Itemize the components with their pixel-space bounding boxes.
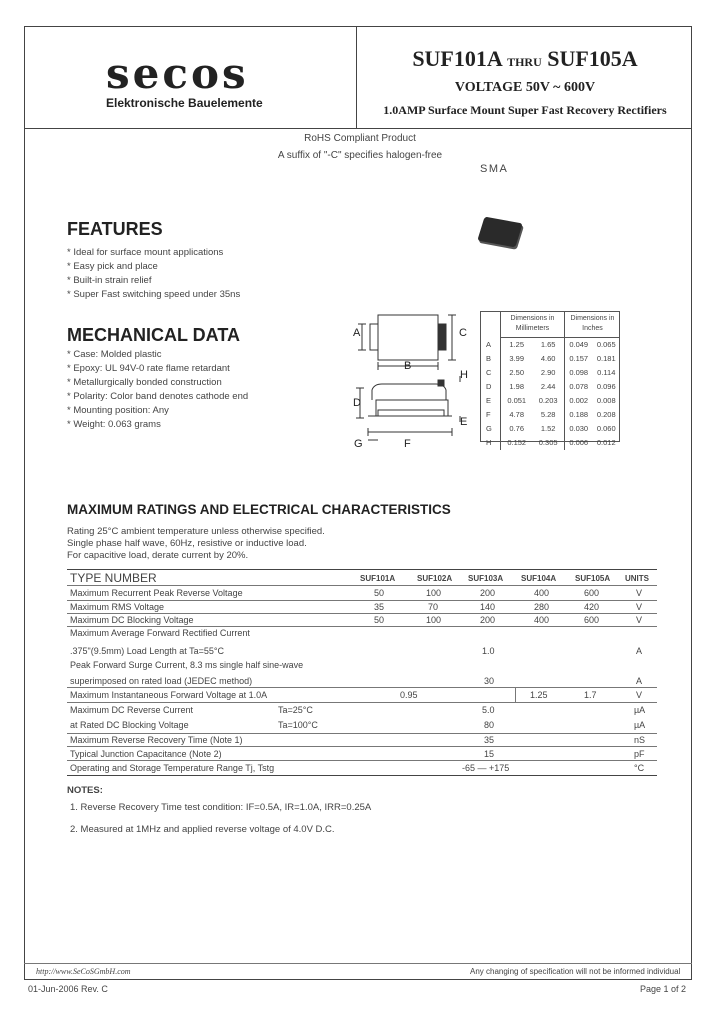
dim-cell: 4.78 <box>501 408 533 422</box>
row-param: at Rated DC Blocking Voltage <box>70 720 189 730</box>
dim-cell: F <box>486 410 491 419</box>
row-param: Typical Junction Capacitance (Note 2) <box>70 749 222 759</box>
row-value: -65 — +175 <box>462 763 510 773</box>
dim-cell: B <box>486 354 492 363</box>
table-rule <box>67 775 657 776</box>
row-value: 280 <box>534 602 550 612</box>
row-value: 100 <box>426 615 442 625</box>
row-unit: A <box>636 646 643 656</box>
dim-cell: 0.051 <box>501 394 533 408</box>
dim-cell: 0.114 <box>597 368 616 377</box>
dim-label-d: D <box>353 397 361 409</box>
row-value: 200 <box>480 588 496 598</box>
dim-cell: A <box>486 339 492 349</box>
col-suf101a: SUF101A <box>360 574 396 583</box>
row-value: 1.0 <box>482 646 495 656</box>
footer-url[interactable]: http://www.SeCoSGmbH.com <box>36 967 131 976</box>
table-rule <box>67 613 657 614</box>
dim-cell: 2.90 <box>540 368 556 377</box>
row-value: 400 <box>534 588 550 598</box>
row-unit: °C <box>634 763 645 773</box>
list-item: * Built-in strain relief <box>67 275 152 286</box>
table-rule <box>67 746 657 747</box>
table-row <box>480 394 620 408</box>
list-item: * Easy pick and place <box>67 261 158 272</box>
table-rule <box>67 600 657 601</box>
note-1: 1. Reverse Recovery Time test condition: IF=0.5A, IR=1.0A, IRR=0.25A <box>70 802 372 813</box>
features-list <box>67 246 240 302</box>
dim-cell: 1.98 <box>501 380 533 394</box>
dim-cell: 0.065 <box>596 340 616 349</box>
brand-subtitle: Elektronische Bauelemente <box>106 96 263 110</box>
list-item: * Epoxy: UL 94V-0 rate flame retardant <box>67 363 230 374</box>
halogen-line: A suffix of "-C" specifies halogen-free <box>277 150 443 161</box>
dim-cell: 0.049 <box>564 337 592 352</box>
row-value: 600 <box>584 588 600 598</box>
intro-line: For capacitive load, derate current by 20%. <box>67 550 249 561</box>
dim-cell: 0.012 <box>596 438 616 447</box>
row-value: 35 <box>484 735 495 745</box>
rohs-line: RoHS Compliant Product <box>304 133 416 144</box>
dimensions-table <box>480 311 620 450</box>
row-value: 35 <box>374 602 385 612</box>
row-param: Maximum Average Forward Rectified Current <box>70 628 250 638</box>
table-row <box>480 422 620 436</box>
row-value: 600 <box>584 615 600 625</box>
row-value: 1.7 <box>584 690 597 700</box>
table-rule <box>67 702 657 703</box>
dim-cell: 0.152 <box>501 436 533 450</box>
voltage-range: VOLTAGE 50V ~ 600V <box>454 80 596 95</box>
footer-page: Page 1 of 2 <box>640 984 687 994</box>
mechanical-list <box>67 348 248 432</box>
list-item: * Super Fast switching speed under 35ns <box>67 289 241 300</box>
row-value: 0.95 <box>400 690 418 700</box>
ratings-heading: MAXIMUM RATINGS AND ELECTRICAL CHARACTERISTICS <box>67 502 451 517</box>
header-divider <box>356 26 357 129</box>
row-value: 80 <box>484 720 495 730</box>
row-param: Maximum Reverse Recovery Time (Note 1) <box>70 735 243 745</box>
col-suf103a: SUF103A <box>468 574 504 583</box>
dim-cell: E <box>486 396 492 405</box>
list-item: * Weight: 0.063 grams <box>67 419 161 430</box>
row-value: 400 <box>534 615 550 625</box>
dim-cell: 0.006 <box>564 436 592 450</box>
row-unit: A <box>636 676 643 686</box>
footer-date: 01-Jun-2006 Rev. C <box>28 984 108 994</box>
note-2: 2. Measured at 1MHz and applied reverse voltage of 4.0V D.C. <box>70 824 335 835</box>
col-suf105a: SUF105A <box>575 574 611 583</box>
notes-heading: NOTES: <box>67 785 103 796</box>
row-param: Operating and Storage Temperature Range Tj, Tstg <box>70 763 275 773</box>
title-part-end: SUF105A <box>547 46 638 71</box>
table-row <box>480 380 620 394</box>
table-rule <box>67 626 657 627</box>
dim-cell: 0.098 <box>564 366 592 380</box>
row-value: 140 <box>480 602 496 612</box>
dim-cell: 0.203 <box>538 396 558 405</box>
dim-header-mm: Dimensions in Millimeters <box>501 311 565 337</box>
row-param: Maximum Instantaneous Forward Voltage at 1.0A <box>70 690 268 700</box>
row-param: Peak Forward Surge Current, 8.3 ms single half sine-wave <box>70 660 304 670</box>
row-unit: µA <box>634 720 646 730</box>
dim-cell: 0.305 <box>538 438 558 447</box>
mechanical-heading: MECHANICAL DATA <box>67 325 240 345</box>
row-value: 5.0 <box>482 705 495 715</box>
intro-line: Rating 25°C ambient temperature unless otherwise specified. <box>67 526 325 537</box>
dim-label-c: C <box>459 327 467 339</box>
table-row <box>480 352 620 366</box>
row-unit: V <box>636 615 643 625</box>
dim-cell: 4.60 <box>540 354 556 363</box>
row-value: 15 <box>484 749 495 759</box>
row-unit: V <box>636 588 643 598</box>
dim-cell: D <box>486 382 492 391</box>
header-bottom-rule <box>24 128 692 129</box>
row-value: 70 <box>428 602 439 612</box>
table-row <box>480 337 620 352</box>
row-param: Maximum Recurrent Peak Reverse Voltage <box>70 588 243 598</box>
dim-cell: 3.99 <box>501 352 533 366</box>
list-item: * Mounting position: Any <box>67 405 169 416</box>
table-row <box>480 366 620 380</box>
dim-cell: 0.76 <box>501 422 533 436</box>
dim-cell: 0.096 <box>596 382 616 391</box>
col-suf102a: SUF102A <box>417 574 453 583</box>
row-value: 1.25 <box>530 690 548 700</box>
dim-cell: 0.181 <box>596 354 616 363</box>
dim-cell: 1.65 <box>540 340 556 349</box>
table-row <box>480 408 620 422</box>
features-heading: FEATURES <box>67 219 163 239</box>
table-row <box>480 436 620 450</box>
dim-label-b: B <box>404 360 412 372</box>
list-item: * Ideal for surface mount applications <box>67 247 224 258</box>
title-part-start: SUF101A <box>412 46 502 71</box>
dim-cell: 2.50 <box>501 366 533 380</box>
row-unit: V <box>636 690 643 700</box>
product-subtitle: 1.0AMP Surface Mount Super Fast Recovery Rectifiers <box>383 103 667 117</box>
ratings-intro <box>67 526 325 562</box>
dim-cell: 0.078 <box>564 380 592 394</box>
dim-cell: 0.030 <box>564 422 592 436</box>
table-divider <box>515 688 516 702</box>
intro-line: Single phase half wave, 60Hz, resistive or inductive load. <box>67 538 307 549</box>
dim-cell: 2.44 <box>540 382 556 391</box>
dim-cell: 5.28 <box>540 410 556 419</box>
footer-rule <box>24 963 692 964</box>
row-unit: µA <box>634 705 646 715</box>
dim-cell: 1.25 <box>501 337 533 352</box>
part-title <box>358 46 692 72</box>
row-value: 420 <box>584 602 600 612</box>
dim-cell: 0.157 <box>564 352 592 366</box>
row-param: Maximum RMS Voltage <box>70 602 165 612</box>
row-condition: Ta=100°C <box>278 720 318 730</box>
row-param: Maximum DC Blocking Voltage <box>70 615 194 625</box>
dim-header-blank <box>480 311 501 337</box>
dim-cell: 0.208 <box>596 410 616 419</box>
dim-header-in: Dimensions in Inches <box>564 311 620 337</box>
dim-cell: G <box>486 424 492 433</box>
list-item: * Case: Molded plastic <box>67 349 162 360</box>
dim-label-g: G <box>354 438 363 450</box>
table-rule <box>67 733 657 734</box>
dim-cell: 0.060 <box>596 424 616 433</box>
dim-label-e: E <box>460 416 468 428</box>
dim-cell: 1.52 <box>540 424 556 433</box>
row-param: Maximum DC Reverse Current <box>70 705 194 715</box>
col-units: UNITS <box>625 574 649 583</box>
table-rule <box>67 760 657 761</box>
row-value: 50 <box>374 588 385 598</box>
table-rule <box>67 569 657 570</box>
title-thru: THRU <box>507 55 542 69</box>
package-name: SMA <box>480 163 509 175</box>
list-item: * Metallurgically bonded construction <box>67 377 222 388</box>
row-value: 50 <box>374 615 385 625</box>
dim-label-f: F <box>404 438 411 450</box>
dim-label-h: H <box>460 369 468 381</box>
row-value: 30 <box>484 676 495 686</box>
dim-cell: C <box>486 368 492 377</box>
table-rule <box>67 585 657 586</box>
dim-cell: 0.002 <box>564 394 592 408</box>
row-param-cont: superimposed on rated load (JEDEC method) <box>70 676 253 686</box>
row-value: 200 <box>480 615 496 625</box>
footer-notice: Any changing of specification will not be informed individual <box>470 967 681 976</box>
col-type: TYPE NUMBER <box>70 571 157 585</box>
col-suf104a: SUF104A <box>521 574 557 583</box>
list-item: * Polarity: Color band denotes cathode end <box>67 391 249 402</box>
row-param-cont: .375"(9.5mm) Load Length at Ta=55°C <box>70 646 224 656</box>
dim-cell: H <box>486 438 492 447</box>
dim-label-a: A <box>353 327 361 339</box>
brand-logo: secos <box>106 49 249 98</box>
row-condition: Ta=25°C <box>278 705 313 715</box>
dim-cell: 0.188 <box>564 408 592 422</box>
dim-cell: 0.008 <box>596 396 616 405</box>
row-unit: V <box>636 602 643 612</box>
row-unit: pF <box>634 749 645 759</box>
row-value: 100 <box>426 588 442 598</box>
row-unit: nS <box>634 735 646 745</box>
table-rule <box>67 687 657 688</box>
